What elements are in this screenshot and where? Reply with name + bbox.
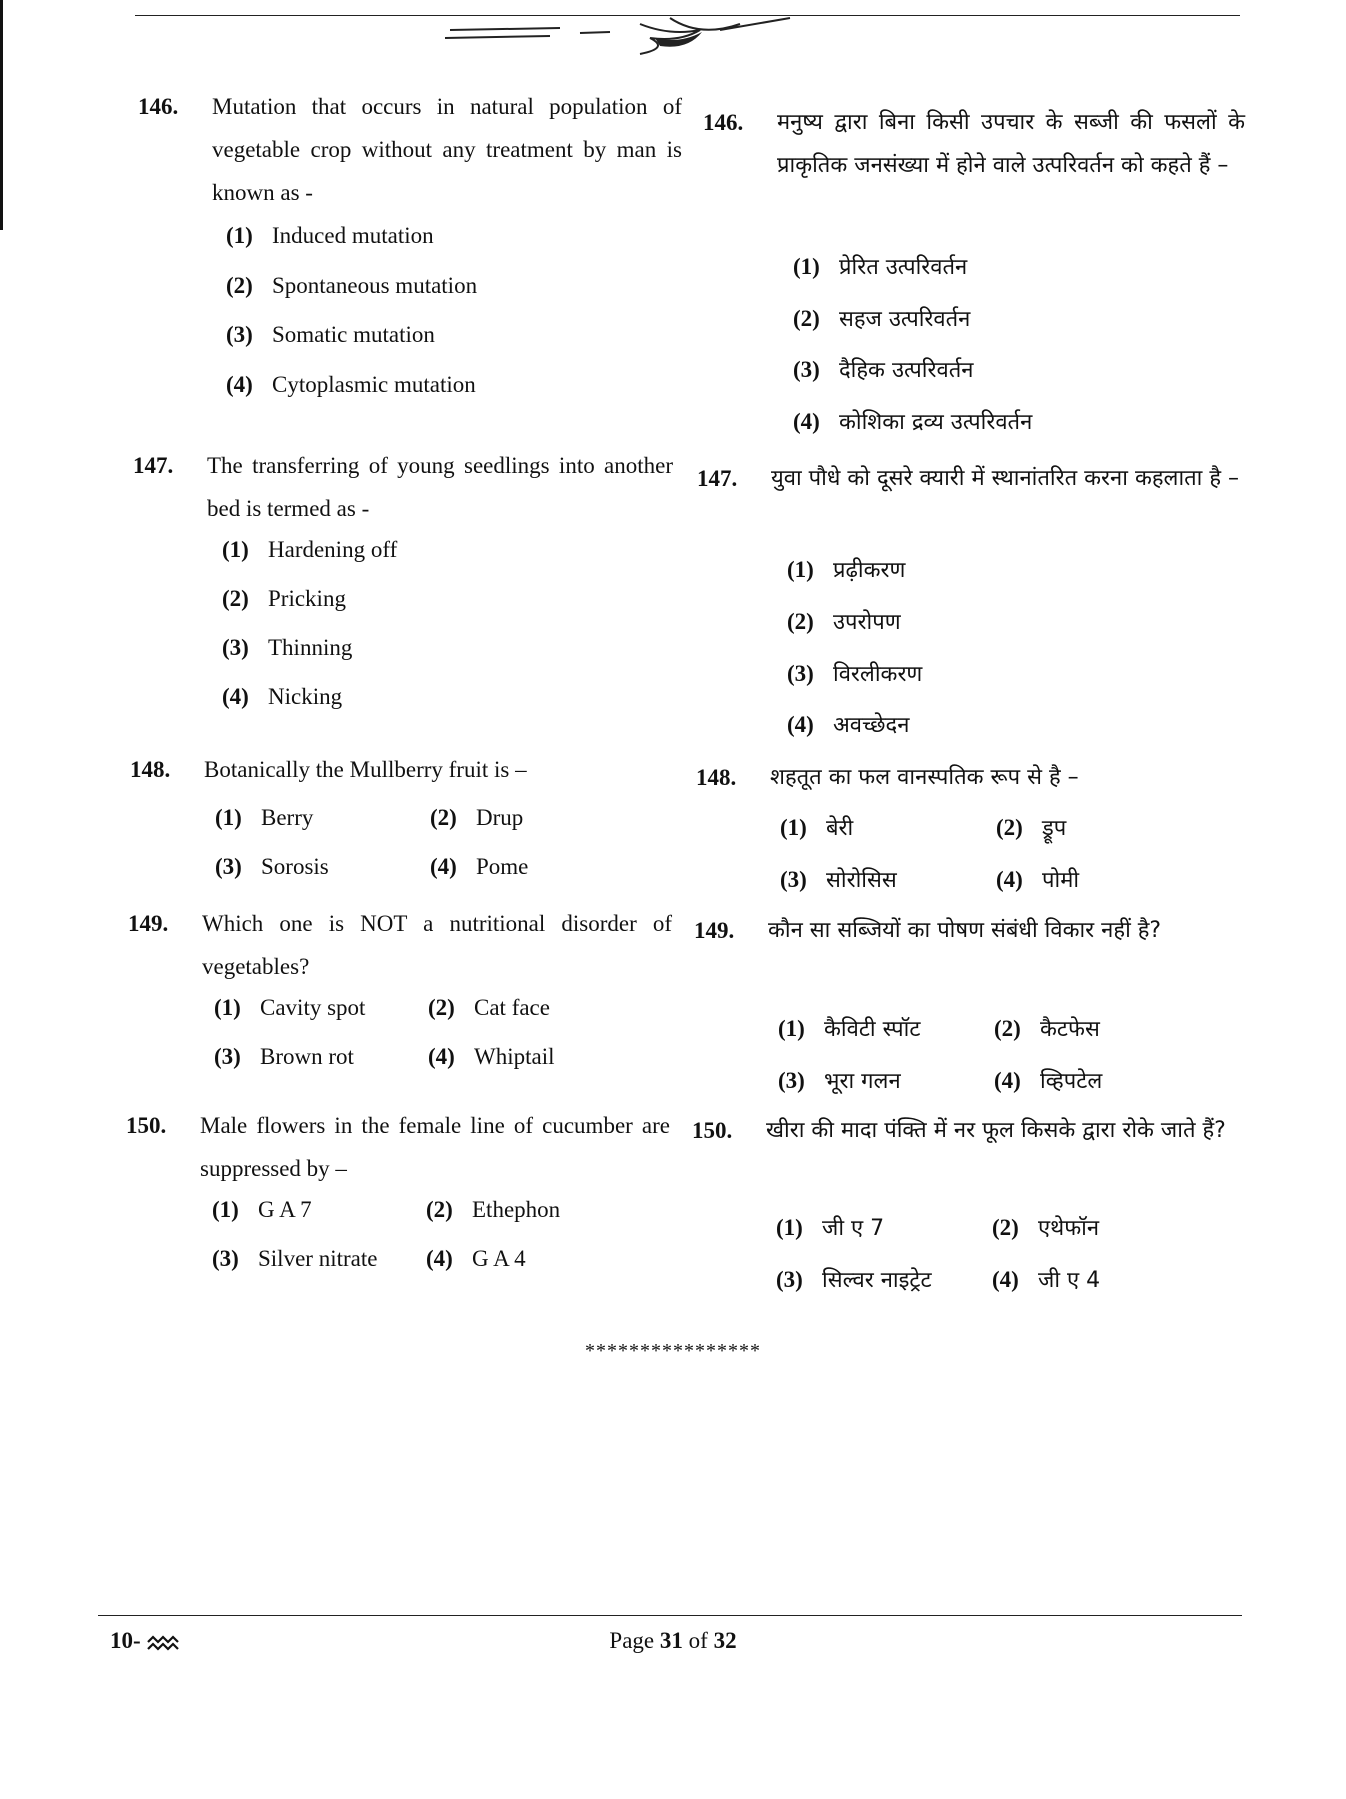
option-3: (3) भूरा गलन bbox=[778, 1068, 901, 1094]
question-number: 146. bbox=[138, 94, 179, 119]
option-2: (2) उपरोपण bbox=[787, 609, 901, 635]
option-2: (2) Ethephon bbox=[426, 1197, 561, 1222]
option-2: (2) Drup bbox=[430, 805, 524, 830]
question-text: कौन सा सब्जियों का पोषण संबंधी विकार नहीं है? bbox=[768, 918, 1162, 943]
option-4: (4) Nicking bbox=[222, 684, 343, 709]
option-3: (3) Sorosis bbox=[215, 854, 329, 879]
question-number: 146. bbox=[703, 110, 744, 135]
question-text: मनुष्य द्वारा बिना किसी उपचार के सब्जी की फसलों के प्राकृतिक जनसंख्या में होने वाले उत्परिवर्तन को कहते हैं – bbox=[777, 110, 1245, 178]
option-3: (3) Silver nitrate bbox=[212, 1246, 378, 1271]
question-text: Mutation that occurs in natural population of vegetable crop without any treatment by man is known as - bbox=[212, 94, 682, 205]
option-4: (4) जी ए 4 bbox=[992, 1267, 1101, 1293]
option-3: (3) सिल्वर नाइट्रेट bbox=[776, 1267, 932, 1293]
header-ornament-icon bbox=[440, 8, 800, 63]
question-text: Botanically the Mullberry fruit is – bbox=[204, 757, 527, 782]
option-4: (4) अवच्छेदन bbox=[787, 712, 910, 738]
option-3: (3) Somatic mutation bbox=[226, 322, 435, 347]
option-1: (1) Hardening off bbox=[222, 537, 398, 562]
option-1: (1) प्रढ़ीकरण bbox=[787, 557, 906, 583]
option-2: (2) सहज उत्परिवर्तन bbox=[793, 306, 971, 332]
option-3: (3) Brown rot bbox=[214, 1044, 354, 1069]
page-number: Page 31 of 32 bbox=[609, 1628, 737, 1653]
booklet-code: 10- bbox=[110, 1628, 180, 1654]
question-number: 149. bbox=[694, 918, 735, 943]
option-4: (4) Pome bbox=[430, 854, 529, 879]
option-2: (2) कैटफेस bbox=[994, 1016, 1100, 1042]
option-1: (1) Berry bbox=[215, 805, 314, 830]
footer-rule bbox=[98, 1615, 1242, 1616]
option-3: (3) विरलीकरण bbox=[787, 661, 923, 687]
question-number: 148. bbox=[130, 757, 171, 782]
option-4: (4) व्हिपटेल bbox=[994, 1068, 1103, 1094]
option-1: (1) प्रेरित उत्परिवर्तन bbox=[793, 254, 968, 280]
option-4: (4) Whiptail bbox=[428, 1044, 555, 1069]
option-2: (2) Spontaneous mutation bbox=[226, 273, 478, 298]
end-of-section-stars: **************** bbox=[585, 1340, 761, 1362]
question-text: खीरा की मादा पंक्ति में नर फूल किसके द्वारा रोके जाते हैं? bbox=[766, 1118, 1226, 1143]
option-1: (1) G A 7 bbox=[212, 1197, 312, 1222]
option-4: (4) कोशिका द्रव्य उत्परिवर्तन bbox=[793, 409, 1033, 435]
scan-edge bbox=[0, 0, 9, 230]
question-number: 147. bbox=[697, 466, 738, 491]
option-2: (2) एथेफॉन bbox=[992, 1215, 1100, 1241]
option-1: (1) कैविटी स्पॉट bbox=[778, 1016, 921, 1042]
option-2: (2) Pricking bbox=[222, 586, 346, 611]
option-4: (4) Cytoplasmic mutation bbox=[226, 372, 476, 397]
option-2: (2) Cat face bbox=[428, 995, 550, 1020]
option-4: (4) पोमी bbox=[996, 867, 1080, 893]
question-text: Male flowers in the female line of cucumber are suppressed by – bbox=[200, 1113, 670, 1181]
option-2: (2) ड्रूप bbox=[996, 815, 1067, 841]
question-text: The transferring of young seedlings into another bed is termed as - bbox=[207, 453, 673, 521]
option-1: (1) जी ए 7 bbox=[776, 1215, 885, 1241]
question-text: युवा पौधे को दूसरे क्यारी में स्थानांतरित करना कहलाता है – bbox=[771, 466, 1240, 491]
question-number: 149. bbox=[128, 911, 169, 936]
question-text: Which one is NOT a nutritional disorder of vegetables? bbox=[202, 911, 672, 979]
question-number: 150. bbox=[126, 1113, 167, 1138]
option-3: (3) दैहिक उत्परिवर्तन bbox=[793, 357, 974, 383]
option-1: (1) Induced mutation bbox=[226, 223, 434, 248]
option-1: (1) बेरी bbox=[780, 815, 854, 841]
question-text: शहतूत का फल वानस्पतिक रूप से है – bbox=[770, 765, 1079, 790]
option-3: (3) Thinning bbox=[222, 635, 353, 660]
question-number: 148. bbox=[696, 765, 737, 790]
question-number: 147. bbox=[133, 453, 174, 478]
question-number: 150. bbox=[692, 1118, 733, 1143]
option-4: (4) G A 4 bbox=[426, 1246, 526, 1271]
option-3: (3) सोरोसिस bbox=[780, 867, 897, 893]
option-1: (1) Cavity spot bbox=[214, 995, 366, 1020]
